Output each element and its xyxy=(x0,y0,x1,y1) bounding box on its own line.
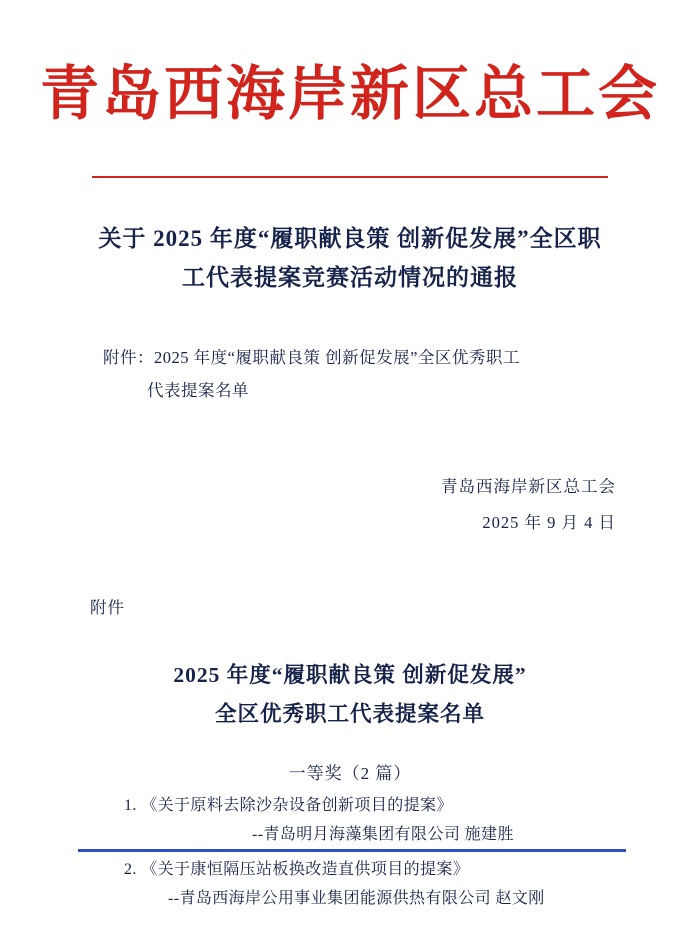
proposal-title-text: 《关于康恒隔压站板换改造直供项目的提案》 xyxy=(141,860,470,878)
signature-organization: 青岛西海岸新区总工会 xyxy=(441,476,616,496)
attachment-note-line1: 附件：2025 年度“履职献良策 创新促发展”全区优秀职工 xyxy=(103,347,520,367)
appendix-title-line1: 2025 年度“履职献良策 创新促发展” xyxy=(173,662,527,687)
attachment-note-line2: 代表提案名单 xyxy=(147,380,249,400)
proposal-organization: --青岛西海岸公用事业集团能源供热有限公司 赵文刚 xyxy=(168,889,545,907)
proposal-title-text: 《关于原料去除沙杂设备创新项目的提案》 xyxy=(141,797,453,815)
proposal-title xyxy=(124,858,700,883)
blue-highlight-rule xyxy=(78,849,626,852)
appendix-title-line2: 全区优秀职工代表提案名单 xyxy=(214,702,485,727)
appendix-title xyxy=(90,656,610,736)
proposal-index: 2. xyxy=(124,860,137,878)
masthead-organization: 青岛西海岸新区总工会 xyxy=(39,61,660,127)
list-item xyxy=(0,794,700,848)
signature-date: 2025 年 9 月 4 日 xyxy=(482,513,616,533)
proposal-index: 1. xyxy=(124,797,137,815)
proposal-organization: --青岛明月海藻集团有限公司 施建胜 xyxy=(252,825,514,843)
award-category-heading: 一等奖（2 篇） xyxy=(288,764,412,784)
red-divider-rule xyxy=(92,176,608,178)
appendix-label: 附件 xyxy=(90,597,125,617)
signature-block xyxy=(0,469,616,542)
document-title: 关于 2025 年度“履职献良策 创新促发展”全区职工代表提案竞赛活动情况的通报 xyxy=(98,225,602,291)
proposal-title xyxy=(124,794,700,819)
attachment-note xyxy=(103,341,597,407)
list-item xyxy=(0,858,700,912)
